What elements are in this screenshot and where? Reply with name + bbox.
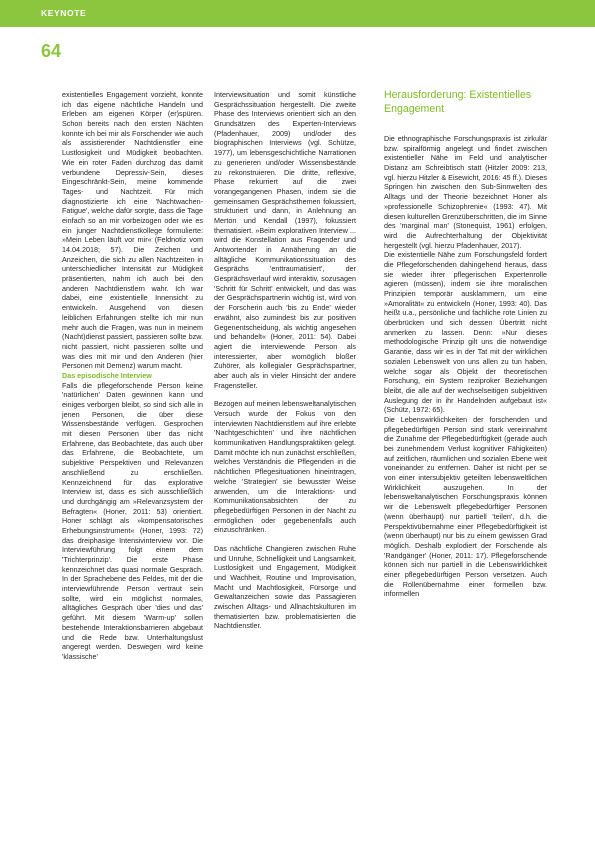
paragraph: Das nächtliche Changieren zwischen Ruhe und Unruhe, Schnelligkeit und Langsamkeit, Lustlosigkeit und Engagement, Müdigkeit und Wachheit, Routine und Improvisation, Macht und Machtlosigkeit, Fürsorge und Gewaltanzeichen sowie das Passagieren zwischen Alltags- und Allnachtskulturen im thematisierten bzw. problematisierten die Nachtdienstler. <box>214 543 356 631</box>
text-column-left <box>62 90 203 662</box>
text-column-right <box>384 134 547 599</box>
paragraph: Die existentielle Nähe zum Forschungsfeld fordert die Pflegeforschenden dahingehend heraus, dass sie wieder ihrer pflegerischen Expertenrolle agieren (müssen), indem sie ihre moralischen Prinzipien temporär ausklammern, um eine »Amoralität« zu entwickeln (Honer, 1993: 40). Das heißt u.a., persönliche und fachliche rote Linien zu überbrücken und sich dessen Übertritt nicht anmerken zu lassen. Denn: »Nur dieses methodologische Prinzip gilt uns die notwendige Garantie, dass wir es in der Tat mit der wirklichen sozialen Lebenswelt von uns allen zu tun haben, welche sogar als Objekt der theoretischen Forschung, ein System reziproker Beziehungen bleibt, die alle auf der wechselseitigen subjektiven Auslegung der in ihr Handelnden aufgebaut ist« (Schütz, 1972: 65). <box>384 250 547 415</box>
section-heading-large: Herausforderung: Existentielles Engagement <box>384 89 532 115</box>
page-number: 64 <box>41 41 62 61</box>
paragraph: Die Lebenswirklichkeiten der forschenden und pflegebedürftigen Person sind stark vereinnahmt die Zunahme der Pflegebedürftigkeit (gerade auch bei zunehmendem Verlust kognitiver Fähigkeiten) auf zeitlichen, räumlichen und sozialen Ebene weit voneinander zu entfernen. Daher ist nicht per se von einer intersubjektiv geteilten lebensweltlichen Wirklichkeit auszugehen. In der lebensweltanalytischen Forschungspraxis können wir die Lebenswelt pflegebedürftiger Personen (wenn überhaupt) nur partiell 'teilen', d.h. die Perspektivübernahme einer Pflegebedürftigkeit ist (wenn überhaupt) nur bis zu einem gewissen Grad möglich. Deshalb explodiert der Forschende als 'Randgänger' (Honer, 2011: 17). Pflegeforschende können sich nur partiell in die Lebenswirklichkeit einer pflegebedürftigen Person versetzen. Auch die Rollenübernahme einer formellen bzw. informellen <box>384 414 547 599</box>
section-label: KEYNOTE <box>41 8 87 18</box>
paragraph: Falls die pflegeforschende Person keine 'natürlichen' Daten gewinnen kann und einiges verborgen bleibt, so sind sich alle in jenen Personen, die über diese Wissensbestände verfügen. Gesprochen mit diesen Personen über das nicht Erfahrene, das Beobachtete, das auch über das Erfahrene, die Beobachtete, um subjektive Perspektiven und Relevanzen anschließend zu erschließen. Kennzeichnend für das explorative Interview ist, dass es sich ausschließlich und durchgängig am »Relevanzsystem der Befragten« (Honer, 2011: 53) orientiert. Honer schlägt als »kompensatorisches Erhebungsinstrument« (Honer, 1993: 72) das dreiphasige Intensivinterview vor. Die Interviewführung folgt einem dem 'Trichterprinzip'. Die erste Phase kennzeichnet das quasi normale Gespräch. In der Sprachebene des Feldes, mit der die interviewführende Person vertraut sein sollte, wird ein möglichst normales, alltägliches Gespräch über 'dies und das' geführt. Mit diesem 'Warm-up' sollen bestehende Interaktionsbarrieren abgebaut und die Rede bzw. Unterhaltungslust angeregt werden. Deswegen wird keine 'klassische' <box>62 380 203 661</box>
paragraph: existentielles Engagement vorzieht, konnte ich das eigene nächtliche Handeln und Erleben am eigenen Körper (er)spüren. Schon bereits nach den ersten Nächten konnte ich bei mir als Forschender wie auch als assistierender Nachtdienstler eine Lustlosigkeit und Müdigkeit beobachten. Wie ein roter Faden durchzog das damit verbundene Depressiv-Sein, dieses Eingeschränkt-Sein, meine kommende Tages- und Nachtzeit. Für mich diagnostizierte ich eine 'Nachtwachen-Fatigue', welche dafür sorgte, dass die Tage einfach so an mir vorbeizogen oder wie es ein junger Nachtdienstkollege formulierte: »Mein Leben läuft vor mir« (Feldnotiz vom 14.04.2018; 57). Die Zeichen und Anzeichen, die sich zu allen Nachtzeiten in unterschiedlicher Intensität zur Müdigkeit präsentierten, nahm ich auch bei den anderen Nachtdienstlern wahr. Ich war dabei, eine existentielle Innensicht zu entwickeln. Ausgehend von diesen leiblichen Erfahrungen stellte ich mir nun mehr auch die Fragen, was nun in meinem (Nacht)dienst passiert, passieren sollte bzw. nicht passiert, nicht passieren sollte und was dies mit mir und den Anderen (hier Personen mit Demenz) warum macht. <box>62 90 203 371</box>
paragraph: Die ethnographische Forschungspraxis ist zirkulär bzw. spiralförmig angelegt und findet zwischen existentieller Nähe im Feld und analytischer Distanz am Schreibtisch statt (Hitzler 2009: 213, vgl. hierzu Hitzler & Eisewicht, 2016: 45 ff.). Dieses Springen hin zwischen den Sub-Sinnwelten des Alltags und der Theorie bezeichnet Honer als »professionelle Schizophrenie« (1993: 47). Mit diesen kulturellen Grenzüberschritten, die im Sinne des 'marginal man' (Stonequist, 1961) erfolgen, wird die Aufrechterhaltung der Objektivität hergestellt (vgl. hierzu Pfadenhauer, 2017). <box>384 134 547 250</box>
header-bar <box>0 0 595 27</box>
section-heading: Das episodische Interview <box>62 370 152 380</box>
paragraph: Interviewsituation und somit künstliche Gesprächssituation hergestellt. Die zweite Phase des Interviews orientiert sich an den Grundsätzen des Experten-Interviews (Pfadenhauer, 2009) und/oder des biographischen Interviews (vgl. Schütze, 1977), um lebensgeschichtliche Narrationen zu generieren und/oder Wissensbestände zu rekonstruieren. Die dritte, reflexive, Phase rekurriert auf die zwei vorangegangenen Phasen, indem sie die gemeinsamen Gesprächsthemen fokussiert, strukturiert und dann, in Anlehnung an Merton und Kendall (1997), fokussiert thematisiert. »Beim explorativen Interview ... wird die Konstellation aus Fragender und Antwortender in Annäherung an die alltägliche Kommunikationssituation des Gesprächs 'enttraumatisiert', der Gesprächsverlauf wird interaktiv, sozusagen 'Schritt für Schritt' entwickelt, und das was der Gesprächspartnerin wichtig ist, wird von der Forscherin auch 'bis zu Ende' wieder erwähnt, also zumindest bis zur positiven Gegenentscheidung, als wichtig angesehen und behandelt« (Honer, 2011: 54). Dabei agiert die interviewende Person als interessierter, aber womöglich bloßer Zuhörer, als kollegialer Gesprächspartner, aber auch als in vieler Hinsicht der andere Fragensteller. <box>214 90 356 390</box>
text-column-middle <box>214 90 356 631</box>
paragraph: Bezogen auf meinen lebensweltanalytischen Versuch wurde der Fokus von den interviewten Nachtdienstlern auf ihre erlebte 'Nachtgeschichten' und ihre nächtlichen kommunikativen Handlungspraktiken gelegt. Damit möchte ich nun zunächst erschließen, welches Verständnis die Pflegenden in die nächtlichen Pflegesituationen hineintragen, welche 'Strategien' sie bewusster Weise anwenden, um die Interaktions- und Kommunikationsabsichten der zu pflegebedürftigen Personen in der Nacht zu ermöglichen oder gegebenenfalls auch einzuschränken. <box>214 399 356 535</box>
